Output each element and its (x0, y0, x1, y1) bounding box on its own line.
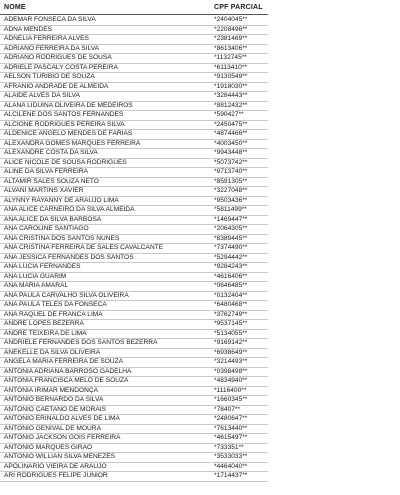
row-cpf: *2404045** (214, 16, 248, 23)
row-name: ANEKELLE DA SILVA OLIVEIRA (4, 348, 101, 356)
table-row (0, 206, 268, 216)
row-name: ANTONIO ERINALDO ALVES DE LIMA (4, 415, 120, 422)
table-row (0, 149, 268, 159)
row-cpf: *4874466** (214, 130, 248, 137)
row-cpf: *3227048** (214, 187, 248, 194)
row-cpf: *1132745** (214, 54, 247, 61)
table-row (0, 216, 268, 226)
table-row (0, 64, 268, 74)
table-row (0, 102, 268, 112)
row-name: ANA JESSICA FERNANDES DOS SANTOS (4, 253, 134, 261)
table-row (0, 320, 268, 330)
row-cpf: *9537145** (214, 320, 248, 327)
row-cpf: *590427** (214, 111, 244, 118)
row-cpf: *7613440** (214, 424, 248, 432)
row-name: ANA MARIA AMARAL (4, 282, 69, 289)
row-name: ADRIELE PASCALY COSTA PEREIRA (4, 63, 118, 71)
row-cpf: *1714437** (214, 472, 248, 479)
table-row (0, 140, 268, 150)
row-cpf: *6113410** (214, 63, 247, 71)
row-name: ANDRE TEIXEIRA DE LIMA (4, 329, 87, 337)
row-name: ANTONIO MARQUES GIRAO (4, 443, 93, 451)
table-row (0, 425, 268, 435)
row-cpf: *1116400** (214, 386, 247, 394)
table-row (0, 121, 268, 131)
row-name: ANA ALICE CARNEIRO DA SILVA ALMEIDA (4, 206, 135, 213)
row-name: ALYNNY RAYANNY DE ARAUJO LIMA (4, 196, 119, 204)
row-cpf: *9169142** (214, 339, 248, 346)
row-name: ANA CAROLINE SANTIAGO (4, 225, 89, 232)
row-cpf: *4003450** (214, 139, 248, 147)
table-row (0, 406, 268, 416)
row-name: ANTONIO WILLIAN SILVA MENEZES (4, 453, 116, 460)
row-cpf: *2450475** (214, 120, 248, 128)
table-row (0, 444, 268, 454)
table-row (0, 130, 268, 140)
table-row (0, 159, 268, 169)
table-row (0, 244, 268, 254)
row-name: AELSON TURIBIO DE SOUZA (4, 73, 95, 80)
table-row (0, 330, 268, 340)
row-cpf: *4615497** (214, 434, 248, 441)
row-cpf: *3533033** (214, 453, 248, 460)
table-row (0, 273, 268, 283)
row-cpf: *4834940** (214, 377, 248, 384)
row-name: ADNA MENDES (4, 25, 52, 33)
row-name: ANA ALICE DA SILVA BARBOSA (4, 215, 102, 223)
table-row (0, 311, 268, 321)
row-name: ANTONIO GENIVAL DE MOURA (4, 424, 101, 432)
table-row (0, 35, 268, 45)
row-cpf: *0398498** (214, 367, 248, 375)
table-row (0, 254, 268, 264)
table-row (0, 73, 268, 83)
table-row (0, 92, 268, 102)
table-row (0, 187, 268, 197)
table-row (0, 368, 268, 378)
row-name: ANTONIA IRIMAR MENDONÇA (4, 386, 99, 394)
row-cpf: *3214493** (214, 358, 248, 365)
row-cpf: *2208496** (214, 25, 248, 33)
row-cpf: *733351** (214, 443, 244, 451)
table-row (0, 235, 268, 245)
table-row (0, 54, 268, 64)
row-name: ALEXANDRE COSTA DA SILVA (4, 149, 98, 156)
row-cpf: *8812432** (214, 101, 248, 109)
row-name: ALICE NICOLE DE SOUSA RODRIGUES (4, 158, 127, 166)
row-name: ANTONIA FRANCISCA MELO DE SOUZA (4, 377, 129, 384)
row-cpf: *6938649** (214, 348, 248, 356)
row-name: ARI RODRIGUES FELIPE JUNIOR (4, 472, 108, 479)
table-row (0, 472, 268, 482)
row-cpf: *9284243** (214, 263, 248, 270)
table-row (0, 168, 268, 178)
row-cpf: *0132404** (214, 291, 248, 299)
table-row (0, 434, 268, 444)
row-cpf: *8613406** (214, 44, 248, 52)
row-name: APOLINARIO VIEIRA DE ARAUJO (4, 462, 107, 470)
row-name: ANDRIELE FERNANDES DOS SANTOS BEZERRA (4, 339, 158, 346)
row-cpf: *6480468** (214, 301, 248, 308)
table-row (0, 263, 268, 273)
row-name: ANA LUCIA FERNANDES (4, 263, 81, 270)
row-cpf: *7374490** (214, 244, 248, 251)
row-cpf: *1469447** (214, 215, 248, 223)
table-row (0, 292, 268, 302)
table-row (0, 83, 268, 93)
table-row (0, 339, 268, 349)
row-cpf: *4616406** (214, 272, 248, 280)
row-cpf: *2381469** (214, 35, 248, 42)
table-row (0, 282, 268, 292)
row-name: ADRIANO FERREIRA DA SILVA (4, 44, 100, 52)
table-body (0, 16, 400, 482)
row-cpf: *3762749** (214, 310, 248, 318)
row-cpf: *5073742** (214, 158, 248, 166)
row-name: ANDRE LOPES BEZERRA (4, 320, 84, 327)
row-cpf: *9130549** (214, 73, 248, 80)
row-cpf: *2480647** (214, 415, 248, 422)
row-cpf: *5811499** (214, 206, 247, 213)
row-name: ANA PAULA CARVALHO SILVA OLIVEIRA (4, 291, 129, 299)
table-row (0, 111, 268, 121)
row-name: ANTONIA ADRIANA BARROSO GADELHA (4, 367, 132, 375)
table-row (0, 349, 268, 359)
row-cpf: *5134055** (214, 329, 248, 337)
row-name: ALINE DA SILVA FERREIRA (4, 168, 89, 175)
row-cpf: *1918030** (214, 82, 248, 90)
row-name: ANA CRISTINA DOS SANTOS NUNES (4, 234, 120, 242)
row-name: ALCIONE RODRIGUES PEREIRA SILVA (4, 120, 125, 128)
row-cpf: *78407** (214, 405, 241, 413)
row-cpf: *0646485** (214, 282, 248, 289)
row-name: ANA CRISTINA FERREIRA DE SALES CAVALCANTE (4, 244, 164, 251)
row-name: ANTONIO BERNARDO DA SILVA (4, 396, 104, 403)
row-name: ALAIDE ALVES DA SILVA (4, 92, 80, 99)
column-header-name: NOME (4, 4, 26, 11)
row-name: ANA LUCIA GUARIM (4, 272, 67, 280)
row-cpf: *1660345** (214, 396, 248, 403)
row-cpf: *9943448** (214, 149, 248, 156)
row-cpf: *8591305** (214, 177, 248, 185)
table-row (0, 197, 268, 207)
table-row (0, 453, 268, 463)
row-name: ALCILENE DOS SANTOS FERNANDES (4, 111, 124, 118)
table-row (0, 26, 268, 36)
row-name: ALVANI MARTINS XAVIER (4, 187, 84, 194)
row-name: ADRIANO RODRIGUES DE SOUSA (4, 54, 112, 61)
row-name: ALANA LIDUINA OLIVEIRA DE MEDEIROS (4, 101, 133, 109)
row-name: ANGELA MARIA FERREIRA DE SOUZA (4, 358, 124, 365)
row-name: ADEMAR FONSECA DA SILVA (4, 16, 96, 23)
table-row (0, 387, 268, 397)
table-row (0, 301, 268, 311)
row-cpf: *2064305** (214, 225, 248, 232)
row-cpf: *8389445** (214, 234, 248, 242)
table-row (0, 178, 268, 188)
row-cpf: *9503436** (214, 196, 248, 204)
row-cpf: *4464040** (214, 462, 248, 470)
table-row (0, 16, 268, 26)
table-row (0, 377, 268, 387)
row-cpf: *9713740** (214, 168, 248, 175)
row-name: ADNELIA FERREIRA ALVES (4, 35, 89, 42)
table-row (0, 396, 268, 406)
row-name: AFRANIO ANDRADE DE ALMEIDA (4, 82, 109, 90)
table-row (0, 358, 268, 368)
row-name: ALDENICE ANGELO MENDES DE FARIAS (4, 130, 133, 137)
row-cpf: *3284443** (214, 92, 248, 99)
column-header-cpf: CPF PARCIAL (214, 4, 263, 11)
row-name: ANTONIO JACKSON GOIS FERREIRA (4, 434, 121, 441)
row-name: ALEXANDRA GOMES MARQUES FERREIRA (4, 139, 141, 147)
table-row (0, 415, 268, 425)
table-row (0, 225, 268, 235)
row-name: ANTONIO CAETANO DE MORAIS (4, 405, 106, 413)
row-cpf: *5294442** (214, 253, 248, 261)
table-row (0, 463, 268, 473)
row-name: ANA RAQUEL DE FRANCA LIMA (4, 310, 103, 318)
table-row (0, 45, 268, 55)
row-name: ANA PAULA TELES DA FONSECA (4, 301, 107, 308)
row-name: ALTAMIR SALES SOUZA NETO (4, 177, 99, 185)
header-divider (0, 14, 268, 15)
